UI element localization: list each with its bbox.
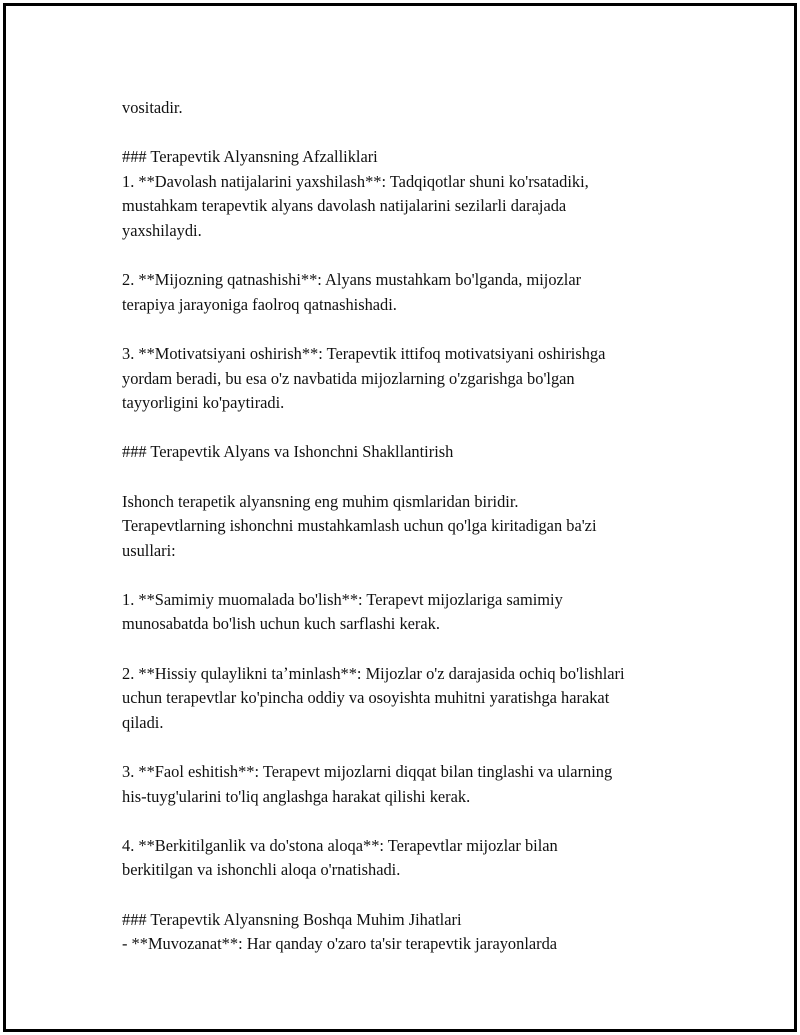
text-continuation: vositadir. [122,98,183,117]
list-item-mijoz-qatnashishi: 2. **Mijozning qatnashishi**: Alyans mustahkam bo'lganda, mijozlar terapiya jarayoniga faolroq qatnashishadi. [122,270,582,314]
section-afzalliklari: ### Terapevtik Alyansning Afzalliklari 1. **Davolash natijalarini yaxshilash**: Tadqiqotlar shuni ko'rsatadiki, mustahkam terapevtik alyans davolash natijalarini sezilarli darajada yaxshilaydi. [122,147,589,240]
document-body [122,96,702,957]
section-boshqa-jihatlar: ### Terapevtik Alyansning Boshqa Muhim Jihatlari - **Muvozanat**: Har qanday o'zaro ta'sir terapevtik jarayonlarda [122,909,558,954]
blank-line [122,735,702,760]
list-item-berkitilganlik: 4. **Berkitilganlik va do'stona aloqa**: Terapevtlar mijozlar bilan berkitilgan va ishonchli aloqa o'rnatishadi. [122,835,558,880]
blank-line [122,121,702,146]
blank-line [122,317,702,342]
list-item-motivatsiya: 3. **Motivatsiyani oshirish**: Terapevtik ittifoq motivatsiyani oshirishga yordam beradi, bu esa o'z navbatida mijozlarning o'zgarishga bo'lgan tayyorligini ko'paytiradi. [122,343,606,413]
list-item-faol-eshitish: 3. **Faol eshitish**: Terapevt mijozlarni diqqat bilan tinglashi va ularning his-tuyg'ularini to'liq anglashga harakat qilishi kerak. [122,762,613,806]
blank-line [122,637,702,662]
section-heading-ishonch: ### Terapevtik Alyans va Ishonchni Shakllantirish [122,442,454,462]
blank-line [122,244,702,269]
blank-line [122,416,702,441]
page-frame [3,3,797,1032]
blank-line [122,563,702,588]
blank-line [122,465,702,490]
paragraph-ishonch-intro: Ishonch terapetik alyansning eng muhim qismlaridan biridir. Terapevtlarning ishonchni mustahkamlash uchun qo'lga kiritadigan ba'zi usullari: [122,491,597,560]
list-item-samimiy: 1. **Samimiy muomalada bo'lish**: Terapevt mijozlariga samimiy munosabatda bo'lish uchun kuch sarflashi kerak. [122,589,563,634]
list-item-hissiy-qulaylik: 2. **Hissiy qulaylikni taʼminlash**: Mijozlar o'z darajasida ochiq bo'lishlari uchun terapevtlar ko'pincha oddiy va osoyishta muhitni yaratishga harakat qiladi. [122,663,625,732]
blank-line [122,809,702,834]
blank-line [122,883,702,908]
